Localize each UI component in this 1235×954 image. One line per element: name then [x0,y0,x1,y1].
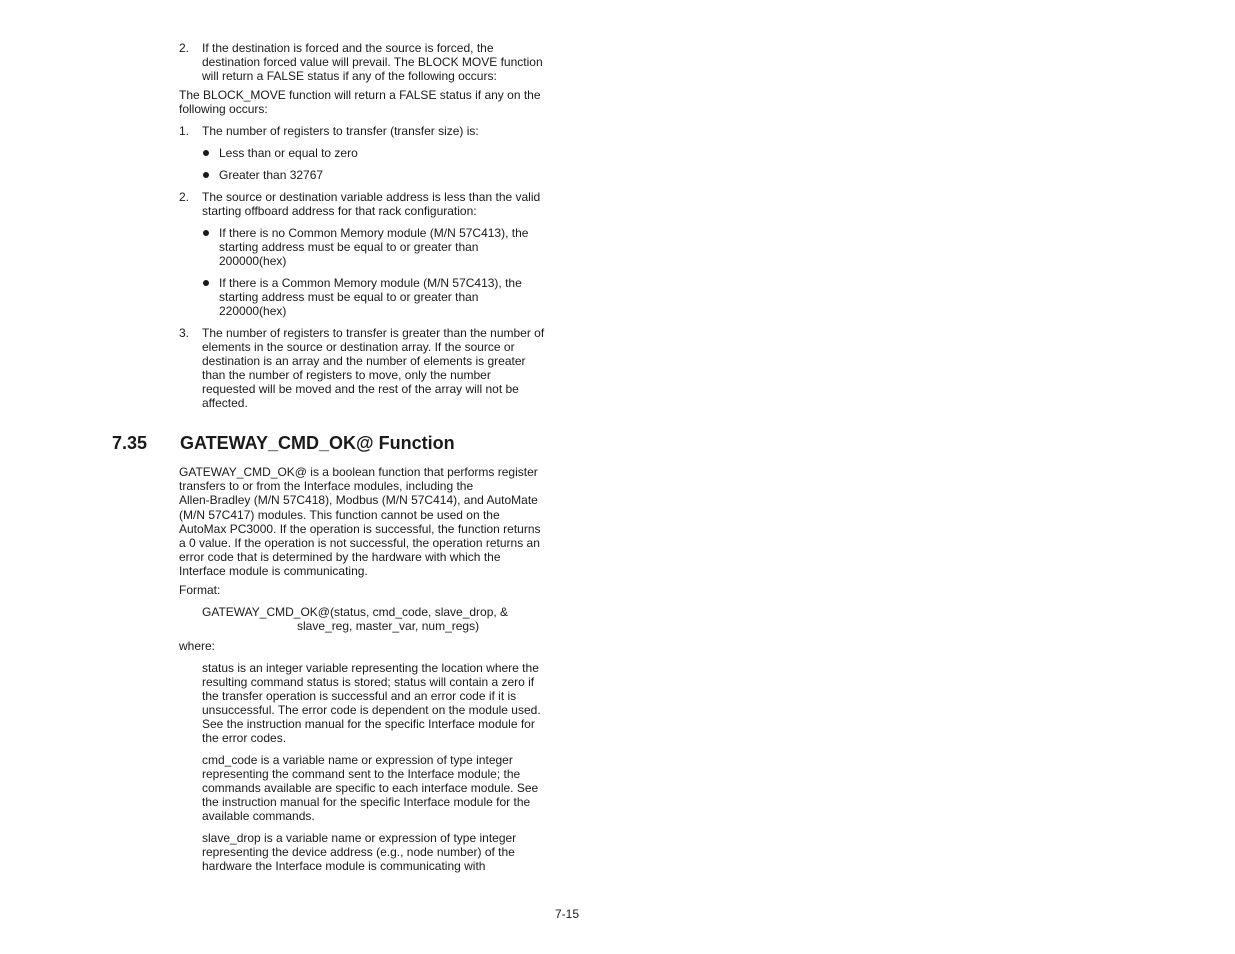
param-text: available commands. [202,809,315,823]
text-line: Interface module is communicating. [179,564,368,578]
bullet-text: If there is no Common Memory module (M/N 57C413), the [219,226,529,240]
bullet-text: Less than or equal to zero [219,146,358,160]
text-line: destination is an array and the number of elements is greater [202,354,526,368]
param-text: the error codes. [202,731,287,745]
param-text: commands available are specific to each interface module. See [202,781,539,795]
format-label: Format: [179,583,221,597]
text-line: (M/N 57C417) modules. This function cannot be used on the [179,508,500,522]
bullet-text: 220000(hex) [219,304,287,318]
format-syntax-line: GATEWAY_CMD_OK@(status, cmd_code, slave_drop, & [202,605,509,619]
bullet-text: 200000(hex) [219,254,287,268]
text-line: destination forced value will prevail. The BLOCK MOVE function [202,55,543,69]
text-line: starting offboard address for that rack configuration: [202,204,477,218]
text-line: transfers to or from the Interface modules, including the [179,479,474,493]
text-line: GATEWAY_CMD_OK@ is a boolean function that performs register [179,465,538,479]
text-line: a 0 value. If the operation is not successful, the operation returns an [179,536,540,550]
param-text: unsuccessful. The error code is dependent on the module used. [202,703,541,717]
param-text: representing the command sent to the Interface module; the [202,767,521,781]
text-line: The source or destination variable address is less than the valid [202,190,541,204]
list-number: 2. [179,41,190,55]
bullet-icon [203,280,209,286]
text-line: error code that is determined by the hardware with which the [179,550,501,564]
text-line: following occurs: [179,102,268,116]
param-text: See the instruction manual for the specific Interface module for [202,717,535,731]
text-line: If the destination is forced and the source is forced, the [202,41,494,55]
param-text: the transfer operation is successful and an error code if it is [202,689,517,703]
param-text: status is an integer variable representing the location where the [202,661,539,675]
text-line: affected. [202,396,248,410]
list-number: 2. [179,190,190,204]
format-syntax-line: slave_reg, master_var, num_regs) [297,619,480,633]
text-line: than the number of registers to move, only the number [202,368,491,382]
bullet-text: starting address must be equal to or greater than [219,290,479,304]
param-text: slave_drop is a variable name or expression of type integer [202,831,517,845]
text-line: Allen-Bradley (M/N 57C418), Modbus (M/N 57C414), and AutoMate [179,493,538,507]
text-line: will return a FALSE status if any of the following occurs: [202,69,497,83]
text-line: The number of registers to transfer (transfer size) is: [202,124,479,138]
param-text: the instruction manual for the specific Interface module for the [202,795,531,809]
where-label: where: [179,639,216,653]
section-title: GATEWAY_CMD_OK@ Function [180,433,455,453]
bullet-icon [203,172,209,178]
text-line: The BLOCK_MOVE function will return a FALSE status if any on the [179,88,541,102]
list-number: 3. [179,326,190,340]
list-number: 1. [179,124,190,138]
text-line: requested will be moved and the rest of the array will not be [202,382,519,396]
param-text: hardware the Interface module is communicating with [202,859,486,873]
bullet-icon [203,230,209,236]
bullet-text: starting address must be equal to or greater than [219,240,479,254]
bullet-text: If there is a Common Memory module (M/N 57C413), the [219,276,522,290]
bullet-text: Greater than 32767 [219,168,324,182]
param-text: resulting command status is stored; status will contain a zero if [202,675,535,689]
page-number: 7-15 [555,907,580,921]
text-line: AutoMax PC3000. If the operation is successful, the function returns [179,522,541,536]
param-text: representing the device address (e.g., node number) of the [202,845,515,859]
param-text: cmd_code is a variable name or expression of type integer [202,753,513,767]
text-line: elements in the source or destination array. If the source or [202,340,515,354]
text-line: The number of registers to transfer is greater than the number of [202,326,545,340]
section-number: 7.35 [112,433,148,453]
bullet-icon [203,150,209,156]
